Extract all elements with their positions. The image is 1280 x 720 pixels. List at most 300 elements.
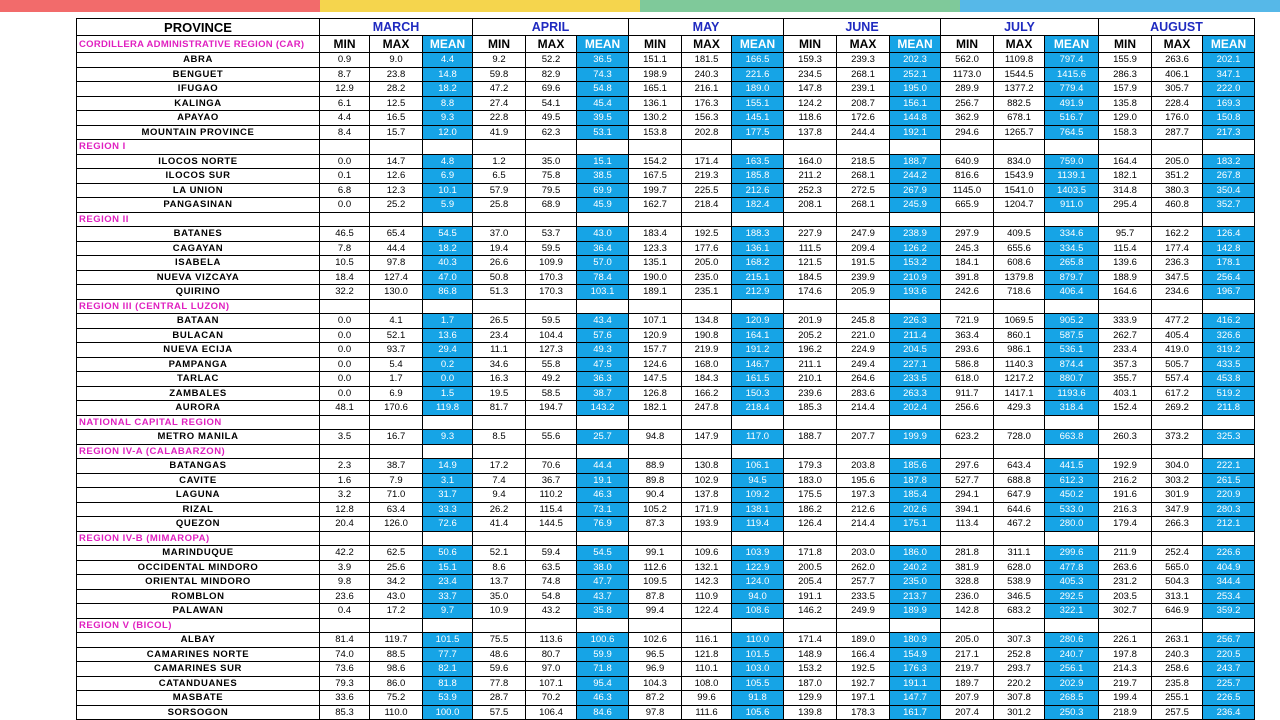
province-name: BATANGAS <box>77 459 320 474</box>
region-label: REGION IV-A (CALABARZON) <box>77 444 320 459</box>
empty-cell <box>1045 531 1099 546</box>
table-row <box>77 241 1255 256</box>
mean-cell: 516.7 <box>1045 111 1099 126</box>
mean-cell: 15.1 <box>423 560 473 575</box>
min-cell: 147.8 <box>784 82 837 97</box>
max-cell: 176.0 <box>1152 111 1203 126</box>
min-cell: 188.7 <box>784 430 837 445</box>
max-cell: 255.1 <box>1152 691 1203 706</box>
max-cell: 307.3 <box>994 633 1045 648</box>
mean-cell: 210.9 <box>890 270 941 285</box>
mean-cell: 202.9 <box>1045 676 1099 691</box>
empty-cell <box>1045 299 1099 314</box>
max-cell: 108.0 <box>682 676 732 691</box>
min-cell: 12.8 <box>320 502 370 517</box>
mean-cell: 268.5 <box>1045 691 1099 706</box>
table-row <box>77 198 1255 213</box>
min-cell: 216.3 <box>1099 502 1152 517</box>
min-cell: 242.6 <box>941 285 994 300</box>
mean-cell: 250.3 <box>1045 705 1099 720</box>
min-cell: 23.4 <box>473 328 526 343</box>
max-cell: 190.8 <box>682 328 732 343</box>
mean-cell: 441.5 <box>1045 459 1099 474</box>
max-cell: 220.2 <box>994 676 1045 691</box>
min-cell: 260.3 <box>1099 430 1152 445</box>
min-cell: 87.3 <box>629 517 682 532</box>
mean-cell: 36.3 <box>577 372 629 387</box>
max-cell: 35.0 <box>526 154 577 169</box>
max-cell: 307.8 <box>994 691 1045 706</box>
empty-cell <box>320 531 370 546</box>
max-cell: 80.7 <box>526 647 577 662</box>
min-cell: 363.4 <box>941 328 994 343</box>
min-cell: 139.6 <box>1099 256 1152 271</box>
max-cell: 304.0 <box>1152 459 1203 474</box>
mean-cell: 261.5 <box>1203 473 1255 488</box>
min-cell: 263.6 <box>1099 560 1152 575</box>
mean-cell: 76.9 <box>577 517 629 532</box>
max-cell: 225.5 <box>682 183 732 198</box>
mean-cell: 263.3 <box>890 386 941 401</box>
mean-cell: 106.1 <box>732 459 784 474</box>
mean-cell: 220.5 <box>1203 647 1255 662</box>
min-cell: 115.4 <box>1099 241 1152 256</box>
empty-cell <box>784 415 837 430</box>
empty-cell <box>473 140 526 155</box>
max-cell: 12.6 <box>370 169 423 184</box>
min-cell: 196.2 <box>784 343 837 358</box>
max-cell: 166.4 <box>837 647 890 662</box>
max-cell: 195.6 <box>837 473 890 488</box>
mean-cell: 109.2 <box>732 488 784 503</box>
empty-cell <box>732 299 784 314</box>
max-cell: 557.4 <box>1152 372 1203 387</box>
min-cell: 3.2 <box>320 488 370 503</box>
mean-cell: 182.4 <box>732 198 784 213</box>
empty-cell <box>1099 415 1152 430</box>
max-cell: 75.8 <box>526 169 577 184</box>
region-row <box>77 299 1255 314</box>
min-cell: 286.3 <box>1099 67 1152 82</box>
mean-cell: 211.4 <box>890 328 941 343</box>
table-row <box>77 227 1255 242</box>
min-cell: 1.2 <box>473 154 526 169</box>
table-row <box>77 53 1255 68</box>
mean-cell: 161.5 <box>732 372 784 387</box>
max-cell: 240.3 <box>682 67 732 82</box>
min-cell: 57.5 <box>473 705 526 720</box>
stat-header-mean: MEAN <box>1203 36 1255 53</box>
province-header: PROVINCE <box>77 19 320 36</box>
empty-cell <box>320 140 370 155</box>
empty-cell <box>629 212 682 227</box>
min-cell: 192.9 <box>1099 459 1152 474</box>
max-cell: 68.9 <box>526 198 577 213</box>
max-cell: 258.6 <box>1152 662 1203 677</box>
mean-cell: 193.6 <box>890 285 941 300</box>
min-cell: 214.3 <box>1099 662 1152 677</box>
max-cell: 58.5 <box>526 386 577 401</box>
province-name: SORSOGON <box>77 705 320 720</box>
table-row <box>77 111 1255 126</box>
max-cell: 25.6 <box>370 560 423 575</box>
mean-cell: 168.2 <box>732 256 784 271</box>
max-cell: 1204.7 <box>994 198 1045 213</box>
empty-cell <box>837 444 890 459</box>
mean-cell: 406.4 <box>1045 285 1099 300</box>
empty-cell <box>784 299 837 314</box>
max-cell: 860.1 <box>994 328 1045 343</box>
max-cell: 177.6 <box>682 241 732 256</box>
min-cell: 151.1 <box>629 53 682 68</box>
min-cell: 20.4 <box>320 517 370 532</box>
empty-cell <box>682 299 732 314</box>
min-cell: 107.1 <box>629 314 682 329</box>
empty-cell <box>1099 444 1152 459</box>
mean-cell: 405.3 <box>1045 575 1099 590</box>
region-label: REGION I <box>77 140 320 155</box>
empty-cell <box>629 415 682 430</box>
empty-cell <box>526 444 577 459</box>
mean-cell: 450.2 <box>1045 488 1099 503</box>
max-cell: 303.2 <box>1152 473 1203 488</box>
mean-cell: 874.4 <box>1045 357 1099 372</box>
empty-cell <box>890 444 941 459</box>
province-name: ROMBLON <box>77 589 320 604</box>
max-cell: 121.8 <box>682 647 732 662</box>
mean-cell: 8.8 <box>423 96 473 111</box>
max-cell: 197.1 <box>837 691 890 706</box>
mean-cell: 142.8 <box>1203 241 1255 256</box>
min-cell: 159.3 <box>784 53 837 68</box>
min-cell: 816.6 <box>941 169 994 184</box>
max-cell: 70.2 <box>526 691 577 706</box>
max-cell: 347.9 <box>1152 502 1203 517</box>
mean-cell: 9.3 <box>423 111 473 126</box>
min-cell: 9.8 <box>320 575 370 590</box>
min-cell: 118.6 <box>784 111 837 126</box>
region-row <box>77 212 1255 227</box>
mean-cell: 108.6 <box>732 604 784 619</box>
max-cell: 181.5 <box>682 53 732 68</box>
mean-cell: 217.3 <box>1203 125 1255 140</box>
mean-cell: 1403.5 <box>1045 183 1099 198</box>
mean-cell: 292.5 <box>1045 589 1099 604</box>
mean-cell: 147.7 <box>890 691 941 706</box>
mean-cell: 145.1 <box>732 111 784 126</box>
min-cell: 231.2 <box>1099 575 1152 590</box>
max-cell: 109.9 <box>526 256 577 271</box>
max-cell: 728.0 <box>994 430 1045 445</box>
empty-cell <box>370 618 423 633</box>
max-cell: 467.2 <box>994 517 1045 532</box>
max-cell: 142.3 <box>682 575 732 590</box>
min-cell: 120.9 <box>629 328 682 343</box>
empty-cell <box>682 444 732 459</box>
mean-cell: 218.4 <box>732 401 784 416</box>
min-cell: 333.9 <box>1099 314 1152 329</box>
min-cell: 129.0 <box>1099 111 1152 126</box>
mean-cell: 23.4 <box>423 575 473 590</box>
mean-cell: 334.5 <box>1045 241 1099 256</box>
max-cell: 17.2 <box>370 604 423 619</box>
mean-cell: 9.7 <box>423 604 473 619</box>
min-cell: 28.7 <box>473 691 526 706</box>
empty-cell <box>320 299 370 314</box>
mean-cell: 18.2 <box>423 82 473 97</box>
mean-cell: 226.5 <box>1203 691 1255 706</box>
max-cell: 110.0 <box>370 705 423 720</box>
max-cell: 252.8 <box>994 647 1045 662</box>
min-cell: 165.1 <box>629 82 682 97</box>
province-name: CATANDUANES <box>77 676 320 691</box>
min-cell: 0.0 <box>320 343 370 358</box>
min-cell: 179.3 <box>784 459 837 474</box>
mean-cell: 40.3 <box>423 256 473 271</box>
province-name: QUEZON <box>77 517 320 532</box>
stat-header-mean: MEAN <box>890 36 941 53</box>
max-cell: 218.5 <box>837 154 890 169</box>
province-name: KALINGA <box>77 96 320 111</box>
max-cell: 236.3 <box>1152 256 1203 271</box>
mean-cell: 764.5 <box>1045 125 1099 140</box>
mean-cell: 105.6 <box>732 705 784 720</box>
mean-cell: 477.8 <box>1045 560 1099 575</box>
max-cell: 97.0 <box>526 662 577 677</box>
mean-cell: 236.4 <box>1203 705 1255 720</box>
min-cell: 153.2 <box>784 662 837 677</box>
province-name: TARLAC <box>77 372 320 387</box>
mean-cell: 192.1 <box>890 125 941 140</box>
max-cell: 219.3 <box>682 169 732 184</box>
mean-cell: 74.3 <box>577 67 629 82</box>
max-cell: 347.5 <box>1152 270 1203 285</box>
mean-cell: 84.6 <box>577 705 629 720</box>
max-cell: 36.7 <box>526 473 577 488</box>
mean-cell: 202.1 <box>1203 53 1255 68</box>
min-cell: 191.6 <box>1099 488 1152 503</box>
max-cell: 208.7 <box>837 96 890 111</box>
max-cell: 178.3 <box>837 705 890 720</box>
mean-cell: 267.8 <box>1203 169 1255 184</box>
table-row <box>77 633 1255 648</box>
mean-cell: 491.9 <box>1045 96 1099 111</box>
mean-cell: 54.8 <box>577 82 629 97</box>
stat-header-max: MAX <box>526 36 577 53</box>
min-cell: 252.3 <box>784 183 837 198</box>
max-cell: 15.7 <box>370 125 423 140</box>
min-cell: 136.1 <box>629 96 682 111</box>
empty-cell <box>1152 444 1203 459</box>
mean-cell: 169.3 <box>1203 96 1255 111</box>
mean-cell: 119.4 <box>732 517 784 532</box>
mean-cell: 77.7 <box>423 647 473 662</box>
mean-cell: 161.7 <box>890 705 941 720</box>
min-cell: 586.8 <box>941 357 994 372</box>
min-cell: 42.2 <box>320 546 370 561</box>
min-cell: 0.0 <box>320 386 370 401</box>
region-row <box>77 531 1255 546</box>
min-cell: 35.0 <box>473 589 526 604</box>
mean-cell: 188.3 <box>732 227 784 242</box>
max-cell: 212.6 <box>837 502 890 517</box>
min-cell: 16.3 <box>473 372 526 387</box>
max-cell: 1543.9 <box>994 169 1045 184</box>
table-row <box>77 473 1255 488</box>
mean-cell: 911.0 <box>1045 198 1099 213</box>
table-row <box>77 546 1255 561</box>
empty-cell <box>941 531 994 546</box>
mean-cell: 45.4 <box>577 96 629 111</box>
mean-cell: 1.5 <box>423 386 473 401</box>
max-cell: 644.6 <box>994 502 1045 517</box>
empty-cell <box>423 618 473 633</box>
empty-cell <box>1045 415 1099 430</box>
min-cell: 23.6 <box>320 589 370 604</box>
mean-cell: 267.9 <box>890 183 941 198</box>
max-cell: 239.3 <box>837 53 890 68</box>
min-cell: 183.0 <box>784 473 837 488</box>
max-cell: 207.7 <box>837 430 890 445</box>
stat-header-min: MIN <box>1099 36 1152 53</box>
max-cell: 55.8 <box>526 357 577 372</box>
min-cell: 77.8 <box>473 676 526 691</box>
mean-cell: 18.2 <box>423 241 473 256</box>
min-cell: 10.5 <box>320 256 370 271</box>
empty-cell <box>423 212 473 227</box>
table-row <box>77 459 1255 474</box>
region-row <box>77 444 1255 459</box>
max-cell: 1541.0 <box>994 183 1045 198</box>
min-cell: 32.2 <box>320 285 370 300</box>
max-cell: 176.3 <box>682 96 732 111</box>
min-cell: 0.0 <box>320 328 370 343</box>
province-name: RIZAL <box>77 502 320 517</box>
max-cell: 172.6 <box>837 111 890 126</box>
mean-cell: 879.7 <box>1045 270 1099 285</box>
max-cell: 257.5 <box>1152 705 1203 720</box>
province-name: PALAWAN <box>77 604 320 619</box>
max-cell: 79.5 <box>526 183 577 198</box>
empty-cell <box>732 212 784 227</box>
min-cell: 152.4 <box>1099 401 1152 416</box>
empty-cell <box>577 618 629 633</box>
mean-cell: 153.2 <box>890 256 941 271</box>
min-cell: 0.0 <box>320 198 370 213</box>
mean-cell: 31.7 <box>423 488 473 503</box>
province-name: ABRA <box>77 53 320 68</box>
mean-cell: 120.9 <box>732 314 784 329</box>
table-row <box>77 82 1255 97</box>
mean-cell: 191.1 <box>890 676 941 691</box>
max-cell: 628.0 <box>994 560 1045 575</box>
empty-cell <box>526 299 577 314</box>
region-label: REGION IV-B (MIMAROPA) <box>77 531 320 546</box>
min-cell: 234.5 <box>784 67 837 82</box>
mean-cell: 43.4 <box>577 314 629 329</box>
header-row-stats <box>77 36 1255 53</box>
min-cell: 394.1 <box>941 502 994 517</box>
max-cell: 16.7 <box>370 430 423 445</box>
min-cell: 121.5 <box>784 256 837 271</box>
mean-cell: 185.8 <box>732 169 784 184</box>
mean-cell: 73.1 <box>577 502 629 517</box>
empty-cell <box>1099 140 1152 155</box>
mean-cell: 253.4 <box>1203 589 1255 604</box>
mean-cell: 57.6 <box>577 328 629 343</box>
mean-cell: 9.3 <box>423 430 473 445</box>
min-cell: 618.0 <box>941 372 994 387</box>
max-cell: 216.1 <box>682 82 732 97</box>
max-cell: 130.0 <box>370 285 423 300</box>
mean-cell: 12.0 <box>423 125 473 140</box>
empty-cell <box>994 415 1045 430</box>
mean-cell: 110.0 <box>732 633 784 648</box>
min-cell: 211.1 <box>784 357 837 372</box>
min-cell: 148.9 <box>784 647 837 662</box>
empty-cell <box>1203 415 1255 430</box>
mean-cell: 4.4 <box>423 53 473 68</box>
min-cell: 198.9 <box>629 67 682 82</box>
empty-cell <box>473 444 526 459</box>
province-name: NUEVA ECIJA <box>77 343 320 358</box>
mean-cell: 186.0 <box>890 546 941 561</box>
max-cell: 683.2 <box>994 604 1045 619</box>
max-cell: 192.5 <box>682 227 732 242</box>
empty-cell <box>629 618 682 633</box>
min-cell: 328.8 <box>941 575 994 590</box>
max-cell: 647.9 <box>994 488 1045 503</box>
min-cell: 50.8 <box>473 270 526 285</box>
mean-cell: 880.7 <box>1045 372 1099 387</box>
month-header-june: JUNE <box>784 19 941 36</box>
mean-cell: 612.3 <box>1045 473 1099 488</box>
province-name: PANGASINAN <box>77 198 320 213</box>
mean-cell: 38.7 <box>577 386 629 401</box>
min-cell: 111.5 <box>784 241 837 256</box>
empty-cell <box>890 212 941 227</box>
mean-cell: 38.0 <box>577 560 629 575</box>
max-cell: 170.3 <box>526 285 577 300</box>
province-name: MASBATE <box>77 691 320 706</box>
empty-cell <box>1152 415 1203 430</box>
mean-cell: 202.3 <box>890 53 941 68</box>
empty-cell <box>784 140 837 155</box>
min-cell: 293.6 <box>941 343 994 358</box>
empty-cell <box>370 212 423 227</box>
empty-cell <box>1045 212 1099 227</box>
rainfall-table <box>76 18 1255 720</box>
min-cell: 182.1 <box>629 401 682 416</box>
empty-cell <box>682 212 732 227</box>
mean-cell: 44.4 <box>577 459 629 474</box>
min-cell: 205.4 <box>784 575 837 590</box>
table-row <box>77 285 1255 300</box>
mean-cell: 45.9 <box>577 198 629 213</box>
mean-cell: 453.8 <box>1203 372 1255 387</box>
max-cell: 74.8 <box>526 575 577 590</box>
min-cell: 99.1 <box>629 546 682 561</box>
min-cell: 18.4 <box>320 270 370 285</box>
max-cell: 249.4 <box>837 357 890 372</box>
month-header-may: MAY <box>629 19 784 36</box>
min-cell: 262.7 <box>1099 328 1152 343</box>
max-cell: 504.3 <box>1152 575 1203 590</box>
max-cell: 127.3 <box>526 343 577 358</box>
min-cell: 59.6 <box>473 662 526 677</box>
empty-cell <box>1203 212 1255 227</box>
max-cell: 110.2 <box>526 488 577 503</box>
